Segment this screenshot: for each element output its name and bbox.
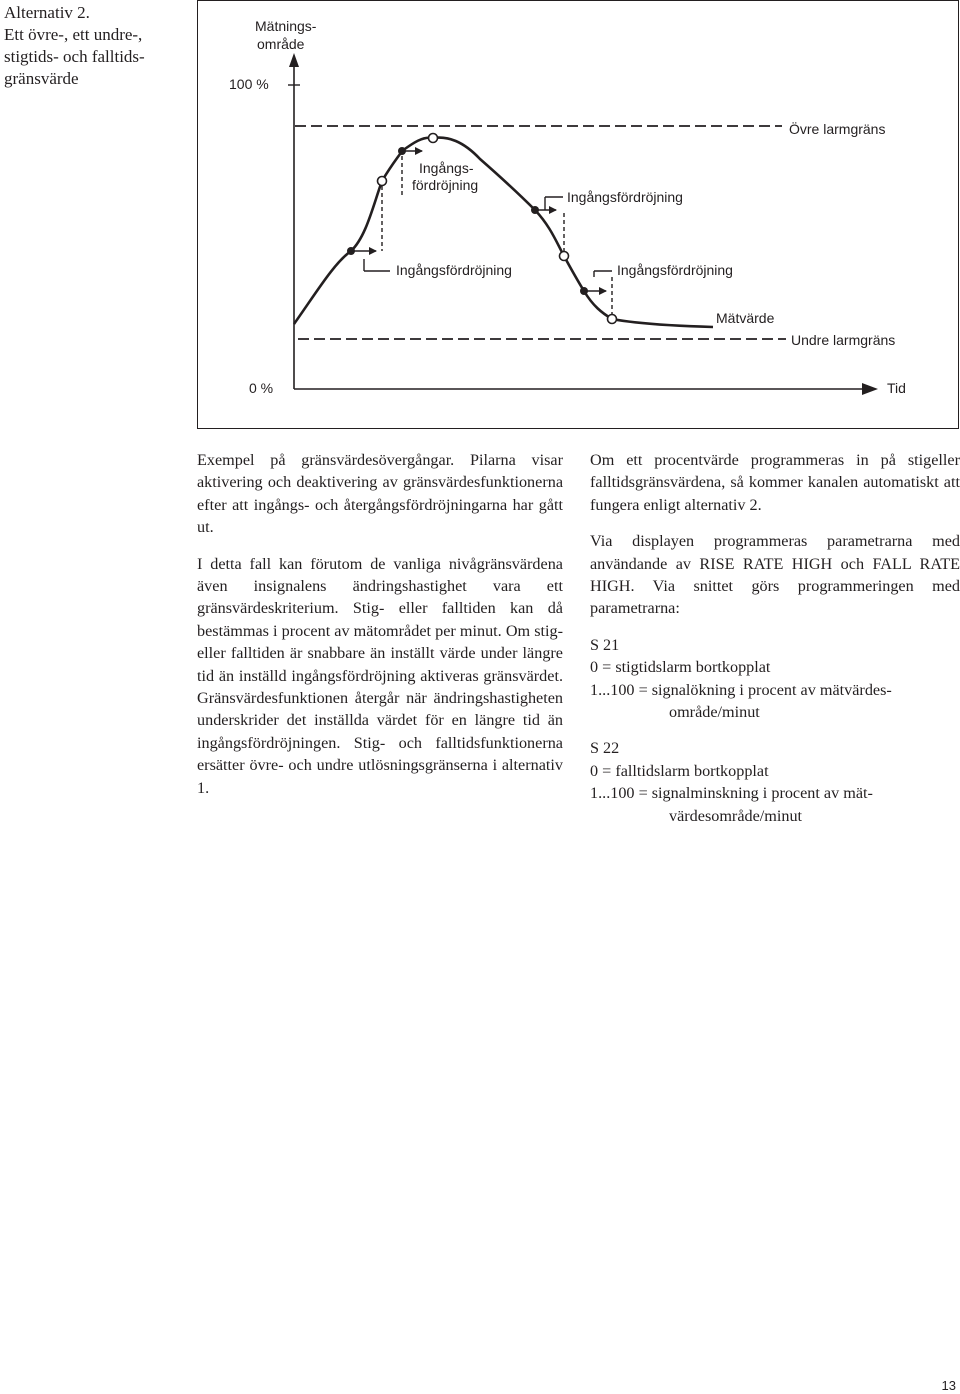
- delay-bracket-1: [351, 186, 390, 271]
- x-axis-label: Tid: [887, 380, 906, 396]
- y-bottom-tick-label: 0 %: [249, 380, 274, 396]
- measured-value-curve: [294, 138, 713, 327]
- parameter-title: S 21: [590, 635, 620, 654]
- input-delay-split-line2: fördröjning: [412, 177, 479, 193]
- parameter-s21: [590, 634, 960, 724]
- delay-bracket-3: [535, 197, 564, 251]
- y-axis-label-line2: område: [257, 36, 305, 52]
- curve-marker-open: [429, 134, 438, 143]
- right-text-column: [590, 449, 960, 827]
- limit-transition-figure: [197, 0, 959, 429]
- sidehead-line: Alternativ 2.: [4, 3, 90, 22]
- left-text-column: [197, 449, 563, 813]
- curve-marker-open: [378, 177, 387, 186]
- y-top-tick-label: 100 %: [229, 76, 269, 92]
- x-axis-arrow: [862, 383, 878, 395]
- body-paragraph: I detta fall kan förutom de vanliga nivågränsvärdena även insignalens ändringshastighet vara ett gränsvärdeskriterium. Stig- eller falltiden kan då bestämmas i procent av mätområdet per minut. Om stig- eller falltiden är snabbare än inställt värde under längre tid än inställd ingångsfördröjning aktiveras gränsvärdet. Gränsvärdesfunktionen återgår när ändringshastigheten underskrider det inställda värdet för en längre tid än ingångsfördröjningen. Stig- och falltidsfunktionerna ersätter övre- och undre utlösningsgränserna i alternativ 1.: [197, 554, 563, 797]
- parameter-option-cont: värdesområde/minut: [669, 806, 803, 825]
- parameter-option-cont: område/minut: [669, 703, 760, 722]
- input-delay-label-1: Ingångsfördröjning: [396, 262, 512, 278]
- body-paragraph: Om ett procentvärde programmeras in på stigeller falltidsgränsvärdena, så kommer kanalen automatiskt att fungera enligt alternativ 2.: [590, 451, 960, 514]
- input-delay-label-4: Ingångsfördröjning: [617, 262, 733, 278]
- measured-value-label: Mätvärde: [716, 310, 775, 326]
- lower-limit-label: Undre larmgräns: [791, 332, 896, 348]
- section-sidehead: [4, 2, 184, 90]
- body-paragraph: Via displayen programmeras parametrarna med användande av RISE RATE HIGH och FALL RATE HIGH. Via snittet görs programmeringen med parametrarna:: [590, 532, 960, 618]
- parameter-s22: [590, 737, 960, 827]
- sidehead-line: stigtids- och falltids-: [4, 47, 145, 66]
- upper-limit-label: Övre larmgräns: [789, 121, 886, 137]
- parameter-title: S 22: [590, 739, 620, 758]
- curve-marker-open: [560, 252, 569, 261]
- input-delay-label-3: Ingångsfördröjning: [567, 189, 683, 205]
- y-axis-label-line1: Mätnings-: [255, 18, 317, 34]
- parameter-option: 1...100 = signalökning i procent av mätvärdes-: [590, 680, 892, 699]
- curve-marker-open: [608, 315, 617, 324]
- sidehead-line: gränsvärde: [4, 69, 79, 88]
- figure-caption: Exempel på gränsvärdesövergångar. Pilarna visar aktivering och deaktivering av gränsvärdesfunktionerna efter att ingångs- och återgångsfördröjningarna har gått ut.: [197, 451, 563, 537]
- parameter-option: 0 = falltidslarm bortkopplat: [590, 761, 769, 780]
- input-delay-split-line1: Ingångs-: [419, 160, 474, 176]
- y-axis-arrow: [289, 53, 299, 67]
- parameter-option: 0 = stigtidslarm bortkopplat: [590, 658, 771, 677]
- sidehead-line: Ett övre-, ett undre-,: [4, 25, 143, 44]
- parameter-option: 1...100 = signalminskning i procent av mät-: [590, 784, 873, 803]
- page-number: 13: [941, 1378, 956, 1393]
- figure-diagram: [198, 1, 960, 430]
